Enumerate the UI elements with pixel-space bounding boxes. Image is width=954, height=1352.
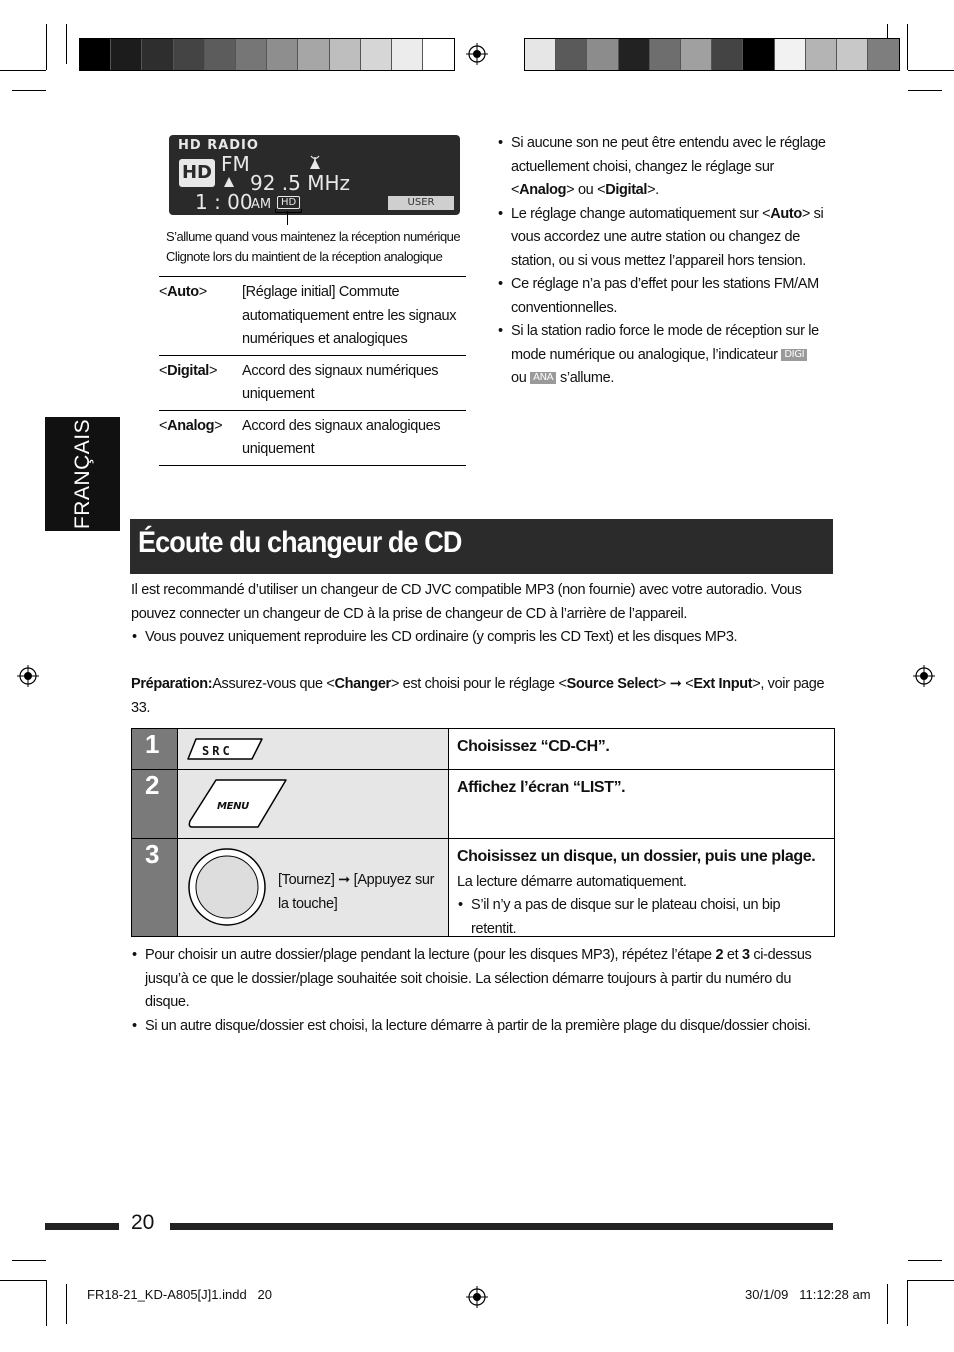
lcd-clock: 1 : 00: [195, 190, 253, 214]
step-notes: [457, 894, 826, 941]
crop-mark: [908, 90, 942, 91]
steps-table: [131, 728, 835, 937]
registration-target-icon: [466, 43, 488, 65]
menu-button-label: MENU: [217, 801, 249, 812]
step-graphic: [177, 839, 448, 936]
crop-mark: [907, 1280, 908, 1326]
crop-mark: [0, 70, 46, 71]
lcd-caption-line: Clignote lors du maintient de la réception analogique: [166, 249, 443, 264]
step-row: [132, 838, 834, 936]
lcd-frequency: 92 .5 MHz: [250, 171, 351, 195]
step-row: [132, 729, 834, 769]
page-number: 20: [131, 1211, 155, 1234]
lcd-user: USER: [388, 196, 454, 210]
step-number: 1: [132, 729, 177, 769]
crop-mark: [46, 1280, 47, 1326]
callout-bracket: [275, 209, 302, 213]
step-graphic: [177, 729, 448, 769]
arrow-icon: ➞: [338, 872, 350, 888]
preparation-label: Préparation:: [131, 676, 213, 692]
table-row: [159, 276, 466, 355]
intro-paragraph: Il est recommandé d’utiliser un changeur de CD JVC compatible MP3 (non fournie) avec votre autoradio. Vous pouvez connecter un changeur de CD à la prise de changeur de CD à l’arrière de l’appareil.: [131, 582, 802, 622]
lcd-hd-logo: HD: [179, 159, 215, 187]
footer-rule: [45, 1223, 119, 1230]
step-number: 3: [132, 839, 177, 936]
registration-target-icon: [466, 1286, 488, 1308]
arrow-icon: ➞: [669, 676, 682, 692]
color-bar-right: [524, 38, 900, 71]
section-title: Écoute du changeur de CD: [138, 526, 462, 559]
step-heading: Choisissez un disque, un dossier, puis une plage.: [457, 848, 816, 865]
crop-mark: [66, 24, 67, 64]
tuning-arrow-icon: [223, 175, 235, 189]
mode-key: <Digital>: [159, 362, 218, 379]
mode-desc: [Réglage initial] Commute automatiquement entre les signaux numériques et analogiques: [242, 284, 457, 347]
reception-mode-table: [159, 276, 466, 466]
list-item: • Le réglage change automatiquement sur <Auto> si vous accordez une autre station ou changez de station, ou si vous mettez l’appareil hors tension.: [497, 203, 833, 274]
lcd-band: FM: [221, 152, 250, 176]
src-button-label: SRC: [202, 744, 233, 758]
step-description: [448, 770, 834, 838]
step-description: [448, 839, 834, 936]
registration-target-icon: [17, 665, 39, 687]
list-item: • Ce réglage n’a pas d’effet pour les stations FM/AM conventionnelles.: [497, 273, 833, 320]
crop-mark: [12, 90, 46, 91]
list-item: • S’il n’y a pas de disque sur le plateau choisi, un bip retentit.: [457, 894, 826, 941]
footer-rule: [170, 1223, 833, 1230]
crop-mark: [46, 24, 47, 70]
crop-mark: [907, 24, 908, 70]
table-row: [159, 355, 466, 410]
step-number: 2: [132, 770, 177, 838]
mode-key: <Analog>: [159, 417, 223, 434]
bottom-notes: [131, 944, 836, 1038]
preparation: Préparation:Assurez-vous que <Changer> est choisi pour le réglage <Source Select> ➞ <Ext Input>, voir page 33.: [131, 676, 825, 716]
mode-desc: Accord des signaux numériques uniquement: [242, 362, 439, 402]
control-dial-icon: [186, 846, 268, 928]
registration-target-icon: [913, 665, 935, 687]
intro: [131, 579, 836, 650]
digi-indicator: DIGI: [781, 349, 807, 361]
lcd-caption: [166, 227, 460, 267]
color-bar-left: [79, 38, 455, 71]
list-item: • Si la station radio force le mode de réception sur le mode numérique ou analogique, l’indicateur DIGI ou ANA s’allume.: [497, 320, 833, 391]
footer-timestamp: 30/1/09 11:12:28 am: [745, 1287, 871, 1302]
lcd-caption-line: S’allume quand vous maintenez la réception numérique: [166, 229, 461, 244]
language-tab: [45, 417, 120, 531]
mode-key: <Auto>: [159, 284, 207, 300]
list-item: • Si aucune son ne peut être entendu avec le réglage actuellement choisi, changez le réglage sur <Analog> ou <Digital>.: [497, 132, 833, 203]
lcd-display: [169, 135, 460, 215]
step-heading: Choisissez “CD-CH”.: [457, 738, 610, 755]
list-item: • Si un autre disque/dossier est choisi, la lecture démarre à partir de la première plage du disque/dossier choisi.: [131, 1015, 836, 1039]
callout-line: [287, 211, 288, 225]
step-graphic: [177, 770, 448, 838]
table-row: [159, 410, 466, 466]
ana-indicator: ANA: [530, 372, 556, 384]
language-tab-label: FRANÇAIS: [70, 418, 94, 530]
dial-instruction: [Tournez] ➞ [Appuyez sur la touche]: [278, 872, 435, 912]
crop-mark: [887, 1284, 888, 1324]
section-title-bar: [130, 519, 833, 574]
step-row: [132, 769, 834, 838]
list-item: • Vous pouvez uniquement reproduire les CD ordinaire (y compris les CD Text) et les disques MP3.: [131, 626, 836, 650]
lcd-am: AM: [251, 197, 272, 212]
intro-notes: [131, 626, 836, 650]
right-notes: [497, 132, 833, 391]
crop-mark: [0, 1280, 46, 1281]
footer-filename: FR18-21_KD-A805[J]1.indd 20: [87, 1287, 272, 1302]
step-description: [448, 729, 834, 769]
crop-mark: [66, 1284, 67, 1324]
crop-mark: [12, 1260, 46, 1261]
lcd-hd-radio: HD RADIO: [178, 138, 259, 153]
lcd-hd-badge: HD: [277, 196, 300, 209]
list-item: • Pour choisir un autre dossier/plage pendant la lecture (pour les disques MP3), répétez l’étape 2 et 3 ci-dessus jusqu’à ce que le dossier/plage souhaitée soit choisie. La sélection démarre toujours à partir du numéro du disque.: [131, 944, 836, 1015]
crop-mark: [908, 70, 954, 71]
crop-mark: [908, 1280, 954, 1281]
step-subtext: La lecture démarre automatiquement.: [457, 873, 687, 890]
crop-mark: [908, 1260, 942, 1261]
step-heading: Affichez l’écran “LIST”.: [457, 779, 626, 796]
tuning-arrow-icon: [309, 157, 321, 171]
mode-desc: Accord des signaux analogiques uniquement: [242, 417, 441, 457]
